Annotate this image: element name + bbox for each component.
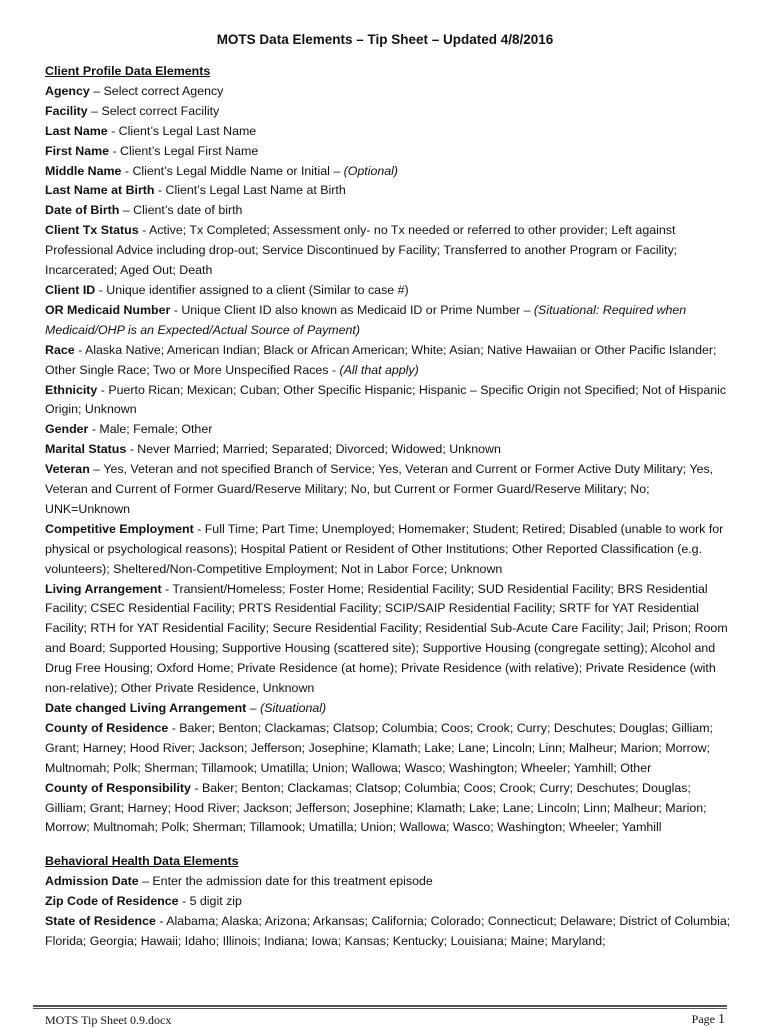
data-element-entry <box>45 699 735 719</box>
data-element-term: Marital Status <box>45 442 127 457</box>
data-element-description: - Client’s Legal First Name <box>109 143 259 158</box>
data-element-note: (Situational) <box>260 701 327 715</box>
data-element-term: Veteran <box>45 462 90 477</box>
data-element-description: - Client’s Legal Last Name <box>107 123 257 138</box>
data-element-description: - Male; Female; Other <box>88 422 213 437</box>
page-label: Page <box>691 1012 718 1026</box>
entry-list <box>45 872 735 952</box>
data-element-term: Date of Birth <box>45 203 120 218</box>
data-element-term: Date changed Living Arrangement <box>45 701 247 715</box>
data-element-entry <box>45 122 735 142</box>
data-element-term: Client ID <box>45 282 96 297</box>
data-element-description: - Baker; Benton; Clackamas; Clatsop; Columbia; Coos; Crook; Curry; Deschutes; Douglas; Gilliam; Grant; Harney; Hood River; Jackson; Jefferson; Josephine; Klamath; Lake; Lane; Lincoln; Linn; Malheur; Marion; Morrow; Multnomah; Polk; Sherman; Tillamook; Umatilla; Union; Wallowa; Wasco; Washington; Wheeler; Yamhill <box>45 780 707 835</box>
data-element-description: – <box>246 701 261 715</box>
data-element-term: County of Responsibility <box>45 780 191 795</box>
data-element-entry <box>45 181 735 201</box>
footer-page-number <box>692 1012 725 1028</box>
data-element-entry <box>45 420 735 440</box>
page-number: 1 <box>718 1012 725 1027</box>
data-element-term: Competitive Employment <box>45 521 194 536</box>
data-element-note: (All that apply) <box>339 362 419 377</box>
document-title: MOTS Data Elements – Tip Sheet – Updated 4/8/2016 <box>216 32 554 47</box>
data-element-description: – Select correct Agency <box>89 83 224 98</box>
data-element-entry <box>45 520 735 580</box>
data-element-entry <box>45 381 735 421</box>
document-body <box>45 62 735 952</box>
data-element-entry <box>45 892 735 912</box>
data-element-term: Facility <box>45 103 88 118</box>
data-element-term: Race <box>45 342 75 357</box>
section-client-profile <box>45 62 735 838</box>
data-element-entry <box>45 142 735 162</box>
data-element-description: - Puerto Rican; Mexican; Cuban; Other Specific Hispanic; Hispanic – Specific Origin not Specified; Not of Hispanic Origin; Unknown <box>45 382 727 417</box>
data-element-description: - Never Married; Married; Separated; Divorced; Widowed; Unknown <box>126 442 501 457</box>
data-element-note: (Situational: Required when Medicaid/OHP is an Expected/Actual Source of Payment) <box>45 302 687 337</box>
data-element-entry <box>45 779 735 839</box>
data-element-note: (Optional) <box>343 163 399 178</box>
data-element-term: OR Medicaid Number <box>45 302 171 317</box>
data-element-term: Client Tx Status <box>45 223 139 238</box>
data-element-entry <box>45 102 735 122</box>
data-element-description: - Unique Client ID also known as Medicaid ID or Prime Number – <box>170 302 534 317</box>
data-element-term: Admission Date <box>45 874 139 889</box>
data-element-term: Zip Code of Residence <box>45 894 179 909</box>
data-element-entry <box>45 440 735 460</box>
data-element-term: Gender <box>45 422 89 437</box>
data-element-term: Agency <box>45 83 90 98</box>
data-element-term: Middle Name <box>45 163 122 178</box>
data-element-entry <box>45 162 735 182</box>
data-element-entry <box>45 201 735 221</box>
data-element-entry <box>45 301 735 341</box>
data-element-description: - Client’s Legal Middle Name or Initial – <box>121 163 344 178</box>
data-element-description: - Client’s Legal Last Name at Birth <box>154 183 346 198</box>
data-element-entry <box>45 719 735 779</box>
data-element-term: First Name <box>45 143 110 158</box>
footer-divider <box>33 1005 727 1009</box>
data-element-entry <box>45 82 735 102</box>
footer-filename: MOTS Tip Sheet 0.9.docx <box>45 1013 172 1027</box>
data-element-term: Last Name <box>45 123 108 138</box>
data-element-description: - Unique identifier assigned to a client (Similar to case #) <box>95 282 409 297</box>
data-element-description: - Alaska Native; American Indian; Black or African American; White; Asian; Native Hawaiian or Other Pacific Islander; Other Single Race; Two or More Unspecified Races - <box>45 342 717 377</box>
data-element-description: – Client’s date of birth <box>119 203 243 218</box>
data-element-description: - 5 digit zip <box>178 894 242 909</box>
data-element-description: – Yes, Veteran and not specified Branch of Service; Yes, Veteran and Current or Former Active Duty Military; Yes, Veteran and Current of Former Guard/Reserve Military; No, but Current or Former Guard/Reserve Military; No; UNK=Unknown <box>45 462 714 516</box>
data-element-entry <box>45 221 735 281</box>
section-behavioral-health <box>45 852 735 952</box>
data-element-description: - Baker; Benton; Clackamas; Clatsop; Columbia; Coos; Crook; Curry; Deschutes; Douglas; Gilliam; Grant; Harney; Hood River; Jackson; Jefferson; Josephine; Klamath; Lake; Lane; Lincoln; Linn; Malheur; Marion; Morrow; Multnomah; Polk; Sherman; Tillamook; Umatilla; Union; Wallowa; Wasco; Washington; Wheeler; Yamhill; Other <box>45 720 713 775</box>
data-element-term: State of Residence <box>45 914 156 929</box>
data-element-entry <box>45 912 735 952</box>
data-element-term: Ethnicity <box>45 382 98 397</box>
data-element-term: County of Residence <box>45 720 169 735</box>
data-element-description: - Full Time; Part Time; Unemployed; Homemaker; Student; Retired; Disabled (unable to work for physical or psychological reasons); Hospital Patient or Resident of Other Institutions; Other Reported Classification (e.g. volunteers); Sheltered/Non-Competitive Employment; Not in Labor Force; Unknown <box>45 521 724 576</box>
data-element-description: - Alabama; Alaska; Arizona; Arkansas; California; Colorado; Connecticut; Delaware; District of Columbia; Florida; Georgia; Hawaii; Idaho; Illinois; Indiana; Iowa; Kansas; Kentucky; Louisiana; Maine; Maryland; <box>45 914 731 948</box>
entry-list <box>45 82 735 838</box>
data-element-description: – Enter the admission date for this treatment episode <box>138 874 433 889</box>
data-element-entry <box>45 341 735 381</box>
section-spacer <box>45 838 735 852</box>
data-element-entry <box>45 460 735 520</box>
section-heading: Behavioral Health Data Elements <box>45 854 239 869</box>
data-element-term: Last Name at Birth <box>45 183 155 198</box>
data-element-entry <box>45 872 735 892</box>
data-element-description: - Transient/Homeless; Foster Home; Residential Facility; SUD Residential Facility; BRS Residential Facility; CSEC Residential Facility; PRTS Residential Facility; SCIP/SAIP Residential Facility; SRTF for YAT Residential Facility; RTH for YAT Residential Facility; Secure Residential Facility; Residential Sub-Acute Care Facility; Jail; Prison; Room and Board; Supported Housing; Supportive Housing (scattered site); Supportive Housing (congregate setting); Alcohol and Drug Free Housing; Oxford Home; Private Residence (at home); Private Residence (with relative); Private Residence (with non-relative); Other Private Residence, Unknown <box>45 581 728 696</box>
data-element-entry <box>45 580 735 699</box>
data-element-term: Living Arrangement <box>45 581 162 596</box>
data-element-description: – Select correct Facility <box>87 103 220 118</box>
section-heading: Client Profile Data Elements <box>45 64 211 78</box>
data-element-entry <box>45 281 735 301</box>
data-element-description: - Active; Tx Completed; Assessment only- no Tx needed or referred to other provider; Left against Professional Advice including drop-out; Service Discontinued by Facility; Transferred to another Program or Facility; Incarcerated; Aged Out; Death <box>45 223 678 278</box>
